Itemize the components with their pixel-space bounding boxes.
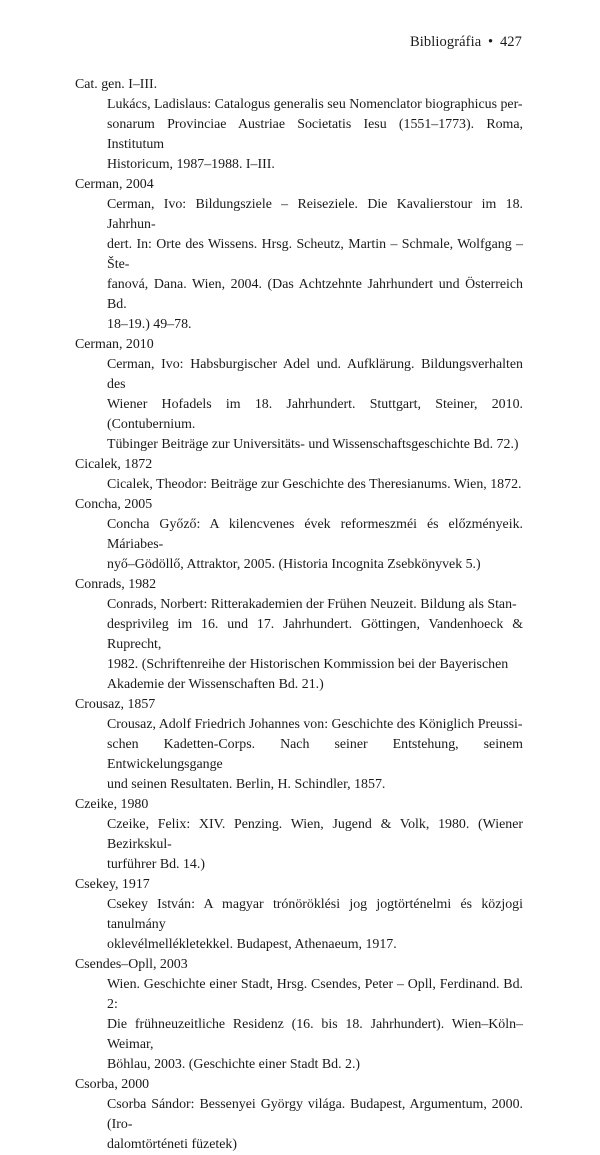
entry-reference-line: Tübinger Beiträge zur Universitäts- und Wissenschaftsgeschichte Bd. 72.): [107, 437, 519, 452]
entry-key: Cerman, 2004: [75, 177, 154, 192]
entry-reference-line: Crousaz, Adolf Friedrich Johannes von: Geschichte des Königlich Preussi-: [107, 717, 523, 732]
bibliography-entry: [75, 795, 523, 875]
entry-reference-line: Czeike, Felix: XIV. Penzing. Wien, Jugend & Volk, 1980. (Wiener Bezirkskul-: [107, 817, 523, 852]
entry-reference-line: Die frühneuzeitliche Residenz (16. bis 18. Jahrhundert). Wien–Köln–Weimar,: [107, 1017, 523, 1052]
entry-reference-line: Conrads, Norbert: Ritterakademien der Frühen Neuzeit. Bildung als Stan-: [107, 597, 517, 612]
entry-key: Cerman, 2010: [75, 337, 154, 352]
entry-reference-line: desprivileg im 16. und 17. Jahrhundert. Göttingen, Vandenhoeck & Ruprecht,: [107, 617, 523, 652]
entry-key: Conrads, 1982: [75, 577, 157, 592]
bibliography-list: [75, 75, 523, 1155]
entry-reference-line: Lukács, Ladislaus: Catalogus generalis seu Nomenclator biographicus per-: [107, 97, 523, 112]
bibliography-entry: [75, 175, 523, 335]
entry-reference-line: schen Kadetten-Corps. Nach seiner Entstehung, seinem Entwickelungsgange: [107, 737, 523, 772]
section-title: Bibliográfia: [410, 34, 482, 50]
bibliography-entry: [75, 335, 523, 455]
page-number: 427: [499, 34, 522, 50]
entry-reference-line: sonarum Provinciae Austriae Societatis Iesu (1551–1773). Roma, Institutum: [107, 117, 523, 152]
entry-reference-line: Csorba Sándor: Bessenyei György világa. Budapest, Argumentum, 2000. (Iro-: [107, 1097, 523, 1132]
bibliography-entry: [75, 75, 523, 175]
running-head: [410, 34, 522, 51]
entry-reference-line: Cerman, Ivo: Bildungsziele – Reiseziele. Die Kavalierstour im 18. Jahrhun-: [107, 197, 523, 232]
entry-key: Concha, 2005: [75, 497, 153, 512]
entry-reference-line: und seinen Resultaten. Berlin, H. Schindler, 1857.: [107, 777, 386, 792]
entry-reference-line: Wiener Hofadels im 18. Jahrhundert. Stuttgart, Steiner, 2010. (Contubernium.: [107, 397, 523, 432]
entry-reference-line: nyő–Gödöllő, Attraktor, 2005. (Historia Incognita Zsebkönyvek 5.): [107, 557, 481, 572]
bibliography-entry: [75, 875, 523, 955]
bibliography-entry: [75, 695, 523, 795]
entry-key: Cat. gen. I–III.: [75, 77, 158, 92]
bibliography-entry: [75, 955, 523, 1075]
entry-reference-line: Akademie der Wissenschaften Bd. 21.): [107, 677, 324, 692]
header-separator: •: [488, 34, 494, 50]
entry-reference-line: Concha Győző: A kilencvenes évek reformeszméi és előzményeik. Máriabes-: [107, 517, 523, 552]
entry-reference-line: 18–19.) 49–78.: [107, 317, 192, 332]
bibliography-entry: [75, 1075, 523, 1155]
entry-key: Czeike, 1980: [75, 797, 149, 812]
entry-key: Cicalek, 1872: [75, 457, 153, 472]
entry-reference-line: dalomtörténeti füzetek): [107, 1137, 237, 1152]
entry-key: Crousaz, 1857: [75, 697, 156, 712]
entry-reference-line: 1982. (Schriftenreihe der Historischen Kommission bei der Bayerischen: [107, 657, 509, 672]
entry-reference-line: Csekey István: A magyar trónöröklési jog jogtörténelmi és közjogi tanulmány: [107, 897, 523, 932]
bibliography-entry: [75, 575, 523, 695]
entry-key: Csorba, 2000: [75, 1077, 150, 1092]
entry-reference-line: oklevélmellékletekkel. Budapest, Athenaeum, 1917.: [107, 937, 397, 952]
entry-reference-line: fanová, Dana. Wien, 2004. (Das Achtzehnte Jahrhundert und Österreich Bd.: [107, 277, 523, 312]
entry-reference-line: dert. In: Orte des Wissens. Hrsg. Scheutz, Martin – Schmale, Wolfgang – Šte-: [107, 237, 523, 272]
entry-reference-line: Cerman, Ivo: Habsburgischer Adel und. Aufklärung. Bildungsverhalten des: [107, 357, 523, 392]
bibliography-entry: [75, 495, 523, 575]
entry-reference-line: Historicum, 1987–1988. I–III.: [107, 157, 275, 172]
entry-reference-line: turführer Bd. 14.): [107, 857, 205, 872]
entry-key: Csendes–Opll, 2003: [75, 957, 188, 972]
entry-reference-line: Cicalek, Theodor: Beiträge zur Geschichte des Theresianums. Wien, 1872.: [107, 477, 522, 492]
bibliography-entry: [75, 455, 523, 495]
entry-reference-line: Böhlau, 2003. (Geschichte einer Stadt Bd. 2.): [107, 1057, 361, 1072]
entry-key: Csekey, 1917: [75, 877, 150, 892]
entry-reference-line: Wien. Geschichte einer Stadt, Hrsg. Csendes, Peter – Opll, Ferdinand. Bd. 2:: [107, 977, 523, 1012]
